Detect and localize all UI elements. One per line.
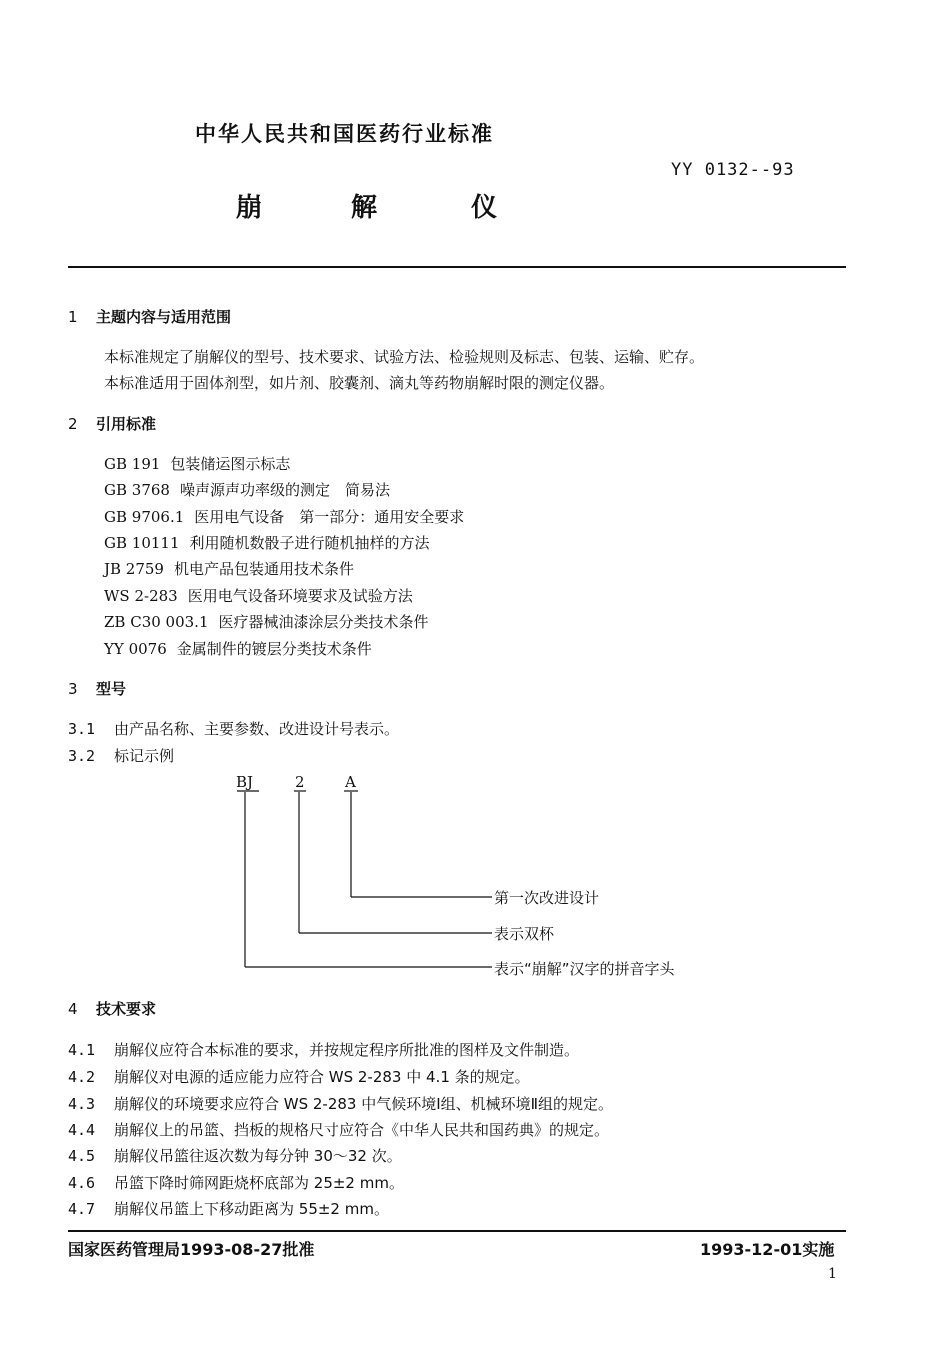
reference-title: 包装储运图示标志	[170, 455, 291, 473]
footer-divider	[68, 1230, 846, 1232]
clause-text: 崩解仪吊篮往返次数为每分钟 30～32 次。	[114, 1147, 402, 1165]
designation-label: 表示双杯	[494, 925, 555, 943]
page-number: 1	[828, 1266, 837, 1282]
reference-code: GB 191	[104, 455, 161, 473]
clause-number: 3.1	[68, 720, 96, 738]
reference-title: 医用电气设备 第一部分：通用安全要求	[194, 508, 465, 526]
reference-title: 机电产品包装通用技术条件	[173, 560, 354, 578]
clause-text: 吊篮下降时筛网距烧杯底部为 25±2 mm。	[114, 1174, 404, 1192]
clause-text: 标记示例	[114, 747, 175, 765]
reference-code: GB 10111	[104, 534, 180, 552]
clause-number: 4.5	[68, 1147, 96, 1165]
clause-text: 崩解仪上的吊篮、挡板的规格尺寸应符合《中华人民共和国药典》的规定。	[114, 1121, 610, 1139]
clause-number: 4.1	[68, 1041, 96, 1059]
section-4-heading	[68, 998, 156, 1019]
standard-category-title: 中华人民共和国医药行业标准	[195, 122, 494, 146]
designation-label: 表示“崩解”汉字的拼音字头	[494, 960, 675, 978]
clause-text: 崩解仪的环境要求应符合 WS 2-283 中气候环境Ⅰ组、机械环境Ⅱ组的规定。	[114, 1095, 614, 1113]
reference-code: ZB C30 003.1	[104, 613, 209, 631]
designation-part-2: 2	[295, 773, 305, 791]
standard-code: YY 0132--93	[671, 160, 795, 180]
clause-text: 崩解仪吊篮上下移动距离为 55±2 mm。	[114, 1200, 389, 1218]
section-title: 技术要求	[96, 1000, 157, 1018]
doc-title-char: 仪	[471, 193, 498, 223]
clause	[68, 1093, 613, 1114]
paragraph: 本标准适用于固体剂型，如片剂、胶囊剂、滴丸等药物崩解时限的测定仪器。	[104, 374, 615, 392]
section-number: 1	[68, 308, 78, 326]
approval-statement: 国家医药管理局1993-08-27批准	[68, 1240, 315, 1259]
reference-title: 医用电气设备环境要求及试验方法	[187, 587, 413, 605]
designation-part-a: A	[345, 773, 356, 791]
clause-number: 3.2	[68, 747, 96, 765]
reference-title: 医疗器械油漆涂层分类技术条件	[218, 613, 429, 631]
paragraph: 本标准规定了崩解仪的型号、技术要求、试验方法、检验规则及标志、包装、运输、贮存。	[104, 348, 705, 366]
designation-label: 第一次改进设计	[494, 889, 600, 907]
reference-title: 利用随机数骰子进行随机抽样的方法	[189, 534, 430, 552]
clause-text: 崩解仪应符合本标准的要求，并按规定程序所批准的图样及文件制造。	[114, 1041, 580, 1059]
reference-code: YY 0076	[104, 640, 167, 658]
implementation-date: 1993-12-01实施	[700, 1240, 835, 1259]
section-title: 引用标准	[96, 415, 157, 433]
reference-code: GB 9706.1	[104, 508, 185, 526]
section-title: 主题内容与适用范围	[96, 308, 232, 326]
clause	[68, 1039, 579, 1060]
doc-title-char: 解	[351, 193, 378, 223]
section-title: 型号	[96, 680, 127, 698]
section-number: 2	[68, 415, 78, 433]
clause-number: 4.2	[68, 1068, 96, 1086]
clause-text: 崩解仪对电源的适应能力应符合 WS 2-283 中 4.1 条的规定。	[114, 1068, 530, 1086]
clause	[68, 1198, 389, 1219]
reference-code: GB 3768	[104, 481, 170, 499]
reference-code: WS 2-283	[104, 587, 178, 605]
clause	[68, 1066, 530, 1087]
clause-number: 4.6	[68, 1174, 96, 1192]
reference-code: JB 2759	[104, 560, 164, 578]
reference-title: 金属制件的镀层分类技术条件	[176, 640, 372, 658]
designation-part-bj: BJ	[236, 773, 254, 791]
clause-number: 4.4	[68, 1121, 96, 1139]
clause	[68, 1172, 404, 1193]
clause	[68, 1145, 402, 1166]
doc-title-char: 崩	[236, 193, 263, 223]
section-number: 3	[68, 680, 78, 698]
clause	[68, 1119, 609, 1140]
clause-number: 4.3	[68, 1095, 96, 1113]
clause-text: 由产品名称、主要参数、改进设计号表示。	[114, 720, 400, 738]
section-number: 4	[68, 1000, 78, 1018]
reference-title: 噪声源声功率级的测定 简易法	[179, 481, 390, 499]
clause-number: 4.7	[68, 1200, 96, 1218]
